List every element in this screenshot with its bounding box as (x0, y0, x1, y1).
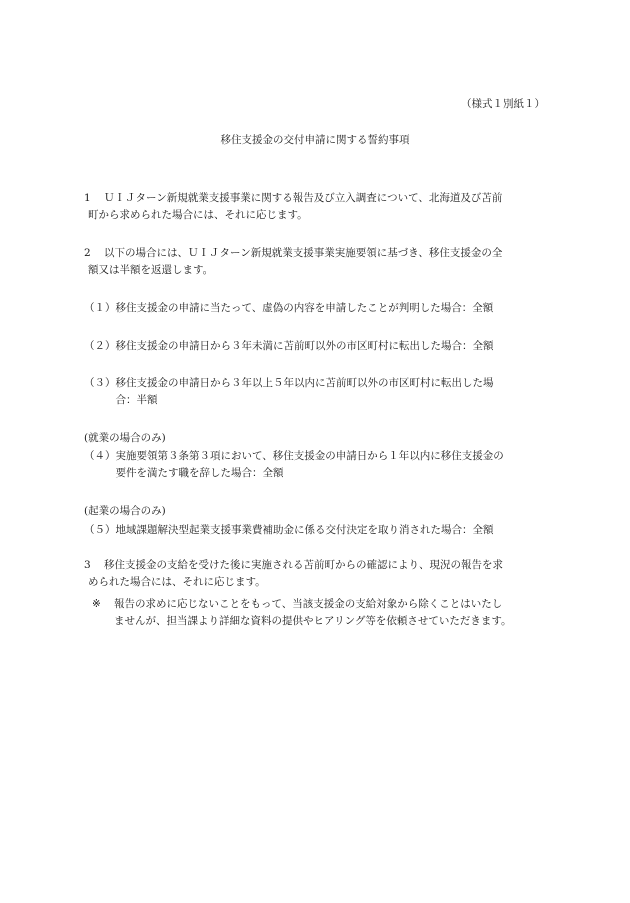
section-2-number: 2 (84, 247, 91, 259)
list-item-4 (84, 448, 554, 482)
list-item-5 (84, 522, 554, 539)
list-item-3-number: （３） (84, 377, 116, 389)
section-1-number: 1 (84, 192, 91, 204)
section-3-line-2: められた場合には、それに応じます。 (88, 575, 266, 588)
section-2 (84, 245, 554, 279)
remark-mark: ※ (92, 598, 101, 610)
list-item-3 (84, 375, 554, 409)
document-title: 移住支援金の交付申請に関する誓約事項 (220, 134, 410, 146)
section-3 (84, 557, 554, 591)
list-item-4-line-2: 要件を満たす職を辞した場合：全額 (115, 466, 284, 479)
list-item-3-line-1: 移住支援金の申請日から３年以上５年以内に苫前町以外の市区町村に転出した場 (115, 377, 494, 389)
list-item-1 (84, 300, 554, 317)
list-item-2-text: 移住支援金の申請日から３年未満に苫前町以外の市区町村に転出した場合：全額 (115, 340, 494, 352)
list-item-5-number: （５） (84, 524, 116, 536)
list-item-1-text: 移住支援金の申請に当たって、虚偽の内容を申請したことが判明した場合：全額 (115, 302, 494, 314)
remark-line-1: 報告の求めに応じないことをもって、当該支援金の支給対象から除くことはいたし (114, 598, 503, 610)
note-startup-only: (起業の場合のみ) (84, 505, 166, 517)
list-item-4-number: （４） (84, 450, 116, 462)
list-item-2-number: （２） (84, 340, 116, 352)
section-2-line-2: 額又は半額を返還します。 (88, 263, 214, 276)
section-1 (84, 190, 554, 224)
list-item-5-text: 地域課題解決型起業支援事業費補助金に係る交付決定を取り消された場合：全額 (115, 524, 494, 536)
note-employment-only: (就業の場合のみ) (84, 432, 166, 444)
form-number: （様式１別紙１） (461, 98, 545, 110)
section-3-number: 3 (84, 559, 91, 571)
list-item-3-line-2: 合：半額 (115, 393, 158, 406)
list-item-1-number: （１） (84, 302, 116, 314)
section-1-line-2: 町から求められた場合には、それに応じます。 (88, 208, 308, 221)
list-item-4-line-1: 実施要領第３条第３項において、移住支援金の申請日から１年以内に移住支援金の (115, 450, 504, 462)
remark (92, 596, 554, 630)
section-3-line-1: 移住支援金の支給を受けた後に実施される苫前町からの確認により、現況の報告を求 (104, 559, 503, 571)
section-2-line-1: 以下の場合には、ＵＩＪターン新規就業支援事業実施要領に基づき、移住支援金の全 (104, 247, 503, 259)
remark-line-2: ませんが、担当課より詳細な資料の提供やヒアリング等を依頼させていただきます。 (114, 614, 512, 627)
section-1-line-1: ＵＩＪターン新規就業支援事業に関する報告及び立入調査について、北海道及び苫前 (104, 192, 503, 204)
list-item-2 (84, 338, 554, 355)
